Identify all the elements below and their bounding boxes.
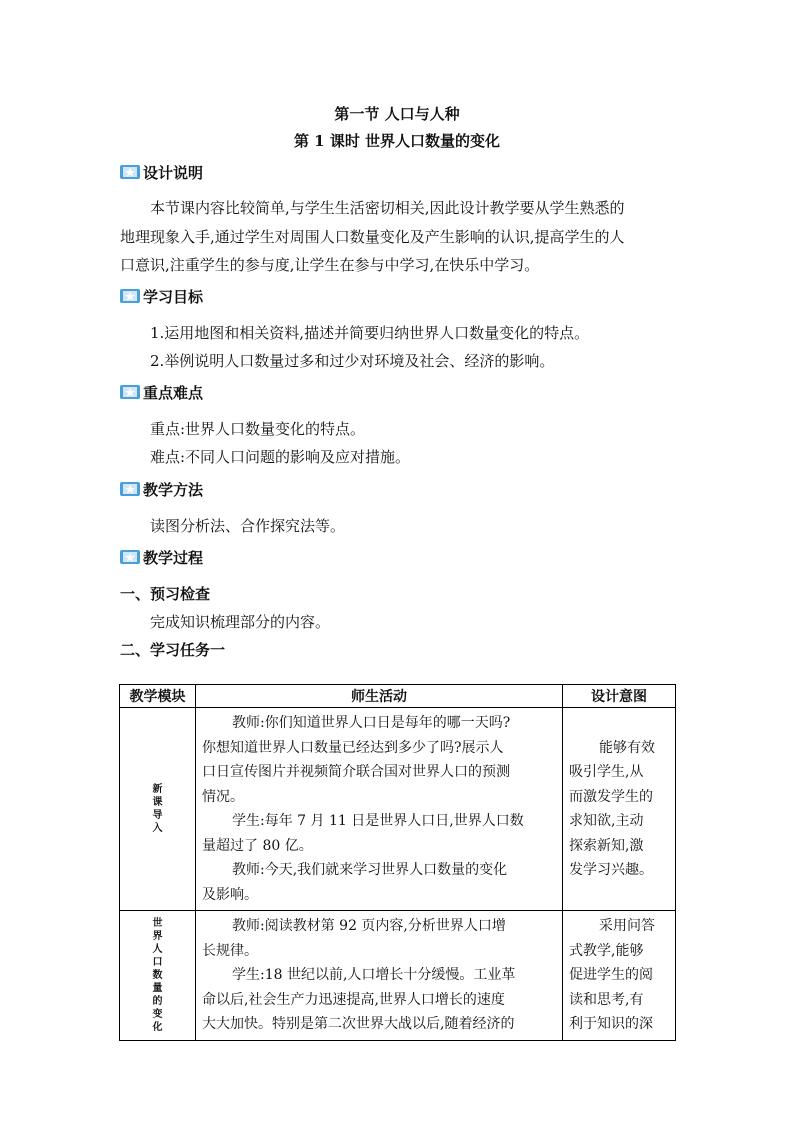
activity-line: 教师:你们知道世界人口日是每年的哪一天吗? <box>232 715 511 731</box>
activity-line: 大大加快。特别是第二次世界大战以后,随着经济的 <box>202 1016 515 1032</box>
module-char: 量 <box>152 982 163 994</box>
purpose-cell <box>563 911 676 1041</box>
book-star-icon <box>120 163 140 181</box>
activity-line: 命以后,社会生产力迅速提高,世界人口增长的速度 <box>202 991 505 1008</box>
purpose-line: 利于知识的深 <box>569 1016 653 1032</box>
purpose-line: 吸引学生,从 <box>569 764 644 780</box>
purpose-line: 求知欲,主动 <box>569 813 644 829</box>
header-module: 教学模块 <box>120 685 196 708</box>
purpose-line: 读和思考,有 <box>569 991 644 1008</box>
module-char: 人 <box>152 943 163 955</box>
purpose-line: 而激发学生的 <box>569 788 653 805</box>
header-activity: 师生活动 <box>196 685 563 708</box>
purpose-line: 能够有效 <box>599 739 655 756</box>
purpose-line: 探索新知,激 <box>569 837 644 854</box>
difficulty-point: 难点:不同人口问题的影响及应对措施。 <box>150 448 411 466</box>
paragraph-line: 本节课内容比较简单,与学生生活密切相关,因此设计教学要从学生熟悉的 <box>150 199 625 217</box>
module-char: 入 <box>152 823 163 834</box>
book-star-icon <box>120 480 140 498</box>
section-label: 重点难点 <box>143 383 204 402</box>
module-char: 新 <box>152 784 163 795</box>
goal-item: 1.运用地图和相关资料,描述并简要归纳世界人口数量变化的特点。 <box>150 324 590 342</box>
section-goals <box>120 284 203 308</box>
section-process <box>120 545 203 569</box>
design-note-paragraph <box>120 194 676 280</box>
key-point: 重点:世界人口数量变化的特点。 <box>150 420 366 438</box>
module-char: 世 <box>152 917 163 929</box>
section-key-points <box>120 380 203 404</box>
module-char: 化 <box>152 1021 163 1033</box>
module-char: 课 <box>152 797 163 808</box>
module-cell <box>120 911 196 1041</box>
step1-heading: 一、预习检查 <box>120 585 211 603</box>
module-char: 变 <box>152 1008 163 1020</box>
goal-item: 2.举例说明人口数量过多和过少对环境及社会、经济的影响。 <box>150 352 555 370</box>
module-char: 口 <box>152 956 163 968</box>
book-star-icon <box>120 383 140 401</box>
activity-line: 学生:每年 7 月 11 日是世界人口日,世界人口数 <box>232 813 524 829</box>
paragraph-line: 口意识,注重学生的参与度,让学生在参与中学习,在快乐中学习。 <box>120 256 540 274</box>
book-star-icon <box>120 548 140 566</box>
activity-line: 情况。 <box>202 788 244 805</box>
step2-heading: 二、学习任务一 <box>120 641 226 659</box>
activity-line: 你想知道世界人口数量已经达到多少了吗?展示人 <box>202 739 504 756</box>
section-label: 教学过程 <box>143 548 204 567</box>
module-char: 数 <box>152 969 163 981</box>
purpose-line: 采用问答 <box>599 918 655 934</box>
activity-line: 教师:阅读教材第 92 页内容,分析世界人口增 <box>232 918 506 934</box>
header-purpose: 设计意图 <box>563 685 676 708</box>
methods-text: 读图分析法、合作探究法等。 <box>150 517 346 535</box>
activity-line: 教师:今天,我们就来学习世界人口数量的变化 <box>232 862 508 878</box>
section-methods <box>120 477 203 501</box>
activity-line: 量超过了 80 亿。 <box>202 837 313 854</box>
activity-line: 学生:18 世纪以前,人口增长十分缓慢。工业革 <box>232 967 516 983</box>
purpose-line: 式教学,能够 <box>569 942 644 959</box>
activity-line: 及影响。 <box>202 886 258 903</box>
activity-cell <box>196 708 563 911</box>
module-char: 界 <box>152 930 163 942</box>
section-label: 教学方法 <box>143 480 204 499</box>
purpose-cell <box>563 708 676 911</box>
section-label: 学习目标 <box>143 287 204 306</box>
activity-cell <box>196 911 563 1041</box>
purpose-line: 发学习兴趣。 <box>569 862 653 878</box>
lesson-title: 第 1 课时 世界人口数量的变化 <box>293 132 501 150</box>
activity-line: 长规律。 <box>202 942 258 959</box>
table-header-row <box>120 685 676 708</box>
paragraph-line: 地理现象入手,通过学生对周围人口数量变化及产生影响的认识,提高学生的人 <box>120 227 625 246</box>
table-row <box>120 911 676 1041</box>
lesson-table <box>119 684 676 1041</box>
purpose-line: 促进学生的阅 <box>569 967 653 983</box>
activity-line: 口日宣传图片并视频简介联合国对世界人口的预测 <box>202 764 510 780</box>
table-row <box>120 708 676 911</box>
module-char: 导 <box>152 810 163 821</box>
module-cell <box>120 708 196 911</box>
step1-text: 完成知识梳理部分的内容。 <box>150 613 331 631</box>
chapter-title: 第一节 人口与人种 <box>334 105 460 123</box>
section-label: 设计说明 <box>143 163 204 182</box>
section-design-note <box>120 160 203 184</box>
book-star-icon <box>120 287 140 305</box>
module-char: 的 <box>152 995 163 1007</box>
